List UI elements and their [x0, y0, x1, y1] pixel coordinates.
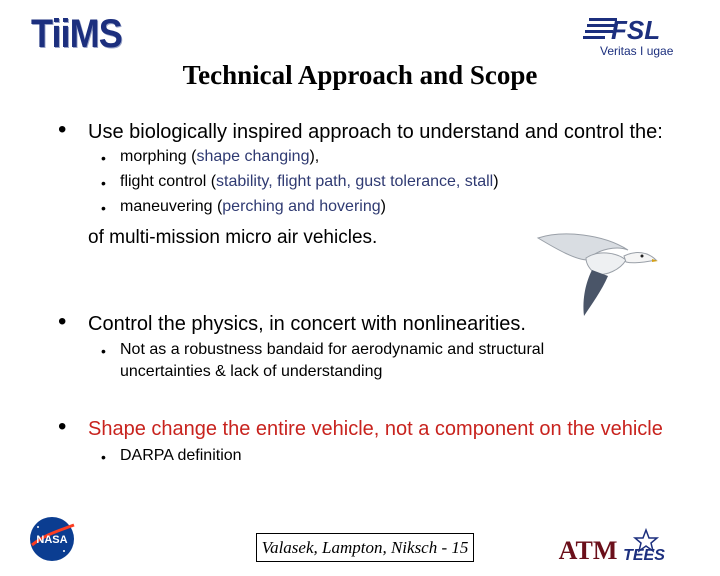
sub-bullet-dot: • [101, 200, 106, 216]
sub-bullet-dot: • [101, 175, 106, 191]
bullet-dot: • [58, 308, 67, 335]
seagull-image [528, 220, 658, 320]
bullet-dot: • [58, 413, 67, 440]
bullet-3-text: Shape change the entire vehicle, not a component on the vehicle [88, 418, 663, 440]
tees-logo [616, 528, 672, 564]
footer-credit: Valasek, Lampton, Niksch - 15 [256, 533, 474, 562]
sub-bullet-dot: • [101, 449, 106, 465]
bullet-2-text: Control the physics, in concert with nonlinearities. [88, 313, 526, 335]
bullet-1-text: Use biologically inspired approach to understand and control the: [88, 121, 663, 143]
bullet-2-sub-1-line-1: Not as a robustness bandaid for aerodynamic and structural [120, 341, 545, 358]
fsl-motto: Veritas I ugae [600, 44, 674, 58]
nasa-logo-text: NASA [36, 534, 68, 546]
tiims-logo: TiiMS [31, 12, 122, 56]
slide-title: Technical Approach and Scope [182, 60, 538, 90]
bullet-2-sub-1-line-2: uncertainties & lack of understanding [120, 363, 383, 380]
tees-logo-text: TEES [623, 547, 665, 564]
bullet-dot: • [58, 116, 67, 143]
fsl-logo-text: FSL [611, 15, 661, 45]
bullet-1-tail: of multi-mission micro air vehicles. [88, 227, 378, 248]
bullet-1-sub-3: maneuvering (perching and hovering) [120, 198, 386, 215]
sub-bullet-dot: • [101, 343, 106, 359]
bullet-1-sub-2: flight control (stability, flight path, gust tolerance, stall) [120, 173, 499, 190]
atm-logo [558, 527, 618, 567]
atm-logo-text: ATM [558, 536, 618, 565]
nasa-logo [28, 515, 76, 563]
bullet-1-sub-1: morphing (shape changing), [120, 148, 320, 165]
bullet-3-sub-1: DARPA definition [120, 447, 242, 464]
sub-bullet-dot: • [101, 150, 106, 166]
